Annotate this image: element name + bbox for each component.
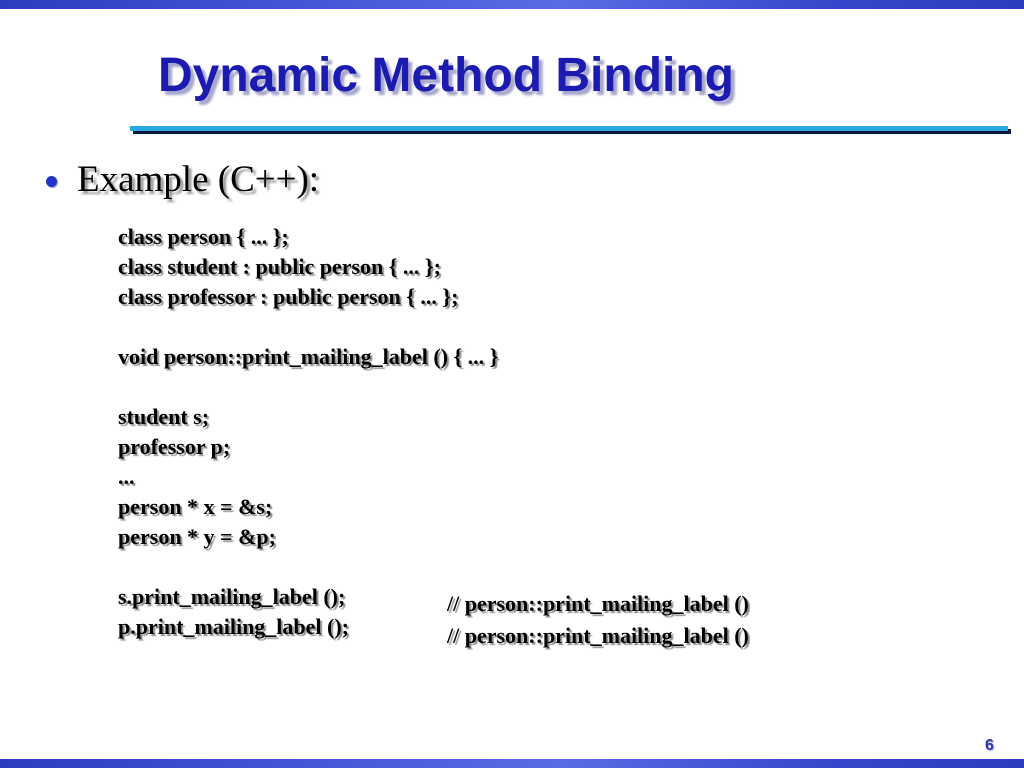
comment-line: // person::print_mailing_label () <box>447 623 749 648</box>
code-line <box>118 552 498 582</box>
top-accent-bar <box>0 0 1024 9</box>
code-line: p.print_mailing_label (); <box>118 614 350 639</box>
slide-title: Dynamic Method Binding <box>158 49 734 102</box>
code-line: student s; <box>118 404 210 429</box>
code-line <box>118 312 498 342</box>
comment-line: // person::print_mailing_label () <box>447 591 749 616</box>
comment-block <box>447 588 749 652</box>
title-underline <box>130 126 1008 131</box>
code-line: ... <box>118 464 135 489</box>
code-line: class professor : public person { ... }; <box>118 284 459 309</box>
code-line: class person { ... }; <box>118 224 289 249</box>
code-line: void person::print_mailing_label () { ... } <box>118 344 499 369</box>
code-line <box>118 372 498 402</box>
code-line: person * x = &s; <box>118 494 273 519</box>
bottom-accent-bar <box>0 759 1024 768</box>
code-block <box>118 222 498 642</box>
code-line: professor p; <box>118 434 231 459</box>
bullet-icon <box>46 176 57 187</box>
code-line: class student : public person { ... }; <box>118 254 441 279</box>
bullet-label: Example (C++): <box>77 159 320 200</box>
code-line: person * y = &p; <box>118 524 276 549</box>
page-number: 6 <box>985 737 994 754</box>
code-line: s.print_mailing_label (); <box>118 584 346 609</box>
